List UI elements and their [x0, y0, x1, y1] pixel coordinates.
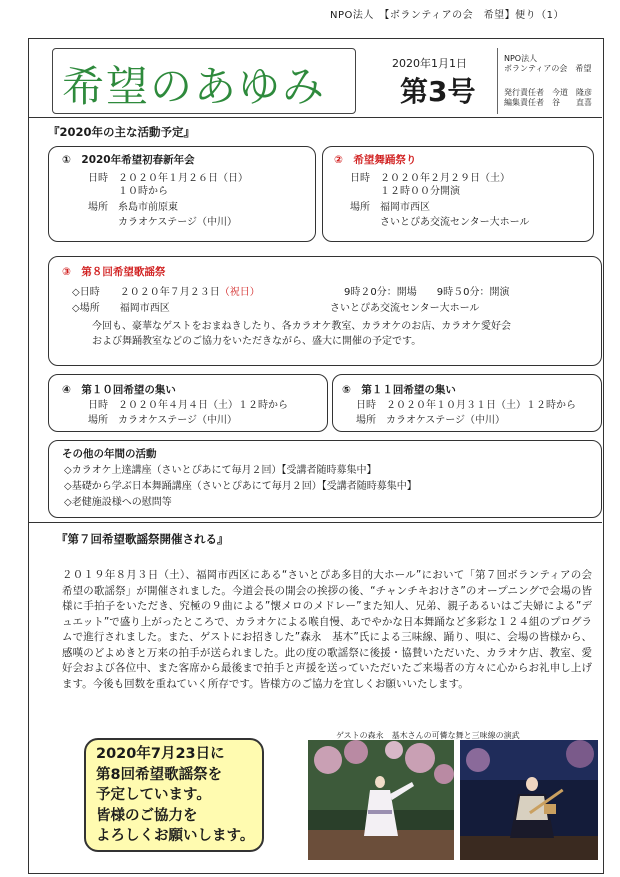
- activity-item-3: ◇老健施設様への慰問等: [64, 497, 172, 508]
- event1-date: 日時 ２０２０年１月２６日（日）: [88, 173, 248, 184]
- holiday-label: （祝日）: [219, 287, 260, 298]
- activity-item-2: ◇基礎から学ぶ日本舞踊講座（さいとぴあにて毎月２回）【受講者随時募集中】: [64, 481, 417, 492]
- publisher-org-1: NPO法人: [504, 54, 538, 63]
- event3-description-1: 今回も、豪華なゲストをおまねきしたり、各カラオケ教室、カラオケのお店、カラオケ愛好会: [92, 321, 511, 332]
- event5-date: 日時 ２０２０年１０月３１日（土）１２時から: [356, 400, 576, 411]
- issue-number: 第3号: [400, 75, 476, 108]
- section-rule: [28, 522, 602, 523]
- event4-title: ④ 第１０回希望の集い: [62, 384, 176, 396]
- shamisen-photo: [460, 740, 598, 860]
- event4-date: 日時 ２０２０年４月４日（土）１２時から: [88, 400, 288, 411]
- other-activities-title: その他の年間の活動: [62, 448, 157, 460]
- publisher-name: 発行責任者 今道 隆彦: [504, 88, 592, 97]
- newsletter-title: 希望のあゆみ: [62, 62, 327, 111]
- report-heading: 『第７回希望歌謡祭開催される』: [56, 532, 229, 546]
- header-divider: [497, 48, 498, 114]
- event5-place: 場所 カラオケステージ（中川）: [356, 415, 505, 426]
- event3-times: 9時２0分：開場 9時５0分：開演: [344, 287, 510, 298]
- event2-date: 日時 ２０２０年２月２９日（土）: [350, 173, 510, 184]
- publisher-org-2: ボランティアの会 希望: [504, 64, 592, 73]
- report-paragraph: ２０１９年８月３日（土）、福岡市西区にある“さいとぴあ多目的大ホール”において「第７回ボランティアの会 希望の歌謡祭」が開催されました。今道会長の開会の挨拶の後、“チャンチキおけさ”のオープニングで会場の皆様に手拍子をいただき、究極の９曲による”懐メロのメドレー”また知人、兄弟、親子あるいはご夫婦による”デュエット”で盛り上がったところで、カラオケによる喉自慢、あでやかな日本舞踊など多彩な１２４組のプログラムで進行されました。また、ゲストにお招きした”森永 基木”氏による三味線、踊り、唄に、会場の皆様から、感嘆のどよめきと万来の拍手が送られました。此の度の歌謡祭に後援・協賛いただいた、カラオケ店、教室、愛好会および各位中、また客席から最後まで拍手と声援を送っていただいたご来場者の方々に心からお礼申し上げます。今後も回数を重ねていく所存です。皆様方のご協力を宜しくお願いいたします。: [62, 569, 603, 690]
- event4-place: 場所 カラオケステージ（中川）: [88, 415, 237, 426]
- event2-venue: さいとぴあ交流センター大ホール: [350, 217, 530, 228]
- header-rule: [28, 117, 602, 118]
- event5-title: ⑤ 第１１回希望の集い: [342, 384, 456, 396]
- event2-place: 場所 福岡市西区: [350, 202, 430, 213]
- schedule-heading: 『2020年の主な活動予定』: [48, 125, 196, 139]
- photo-caption: ゲストの森永 基木さんの可憐な舞と三味線の演武: [336, 731, 520, 740]
- event3-date: ◇日時 ２０２０年７月２３日（祝日）: [72, 287, 260, 298]
- editor-name: 編集責任者 谷 直喜: [504, 98, 592, 107]
- newsletter-org-line: NPO法人 【ボランティアの会 希望】便り（1）: [330, 10, 564, 21]
- event3-place: ◇場所 福岡市西区: [72, 303, 170, 314]
- event1-time: １０時から: [88, 186, 168, 197]
- dancer-photo: [308, 740, 454, 860]
- issue-date: 2020年1月1日: [392, 57, 467, 70]
- event1-venue: カラオケステージ（中川）: [88, 217, 237, 228]
- event2-title: ② 希望舞踊祭り: [334, 154, 417, 166]
- event3-venue: さいとぴあ交流センター大ホール: [330, 303, 480, 314]
- event3-title: ③ 第８回希望歌謡祭: [62, 266, 166, 278]
- notice-text: 2020年7月23日に 第8回希望歌謡祭を 予定しています。 皆様のご協力を よろしくお願いします。: [96, 746, 255, 844]
- event2-time: １２時００分開演: [350, 186, 460, 197]
- event1-place: 場所 糸島市前原東: [88, 202, 178, 213]
- event3-description-2: および舞踊教室などのご協力をいただきながら、盛大に開催の予定です。: [92, 336, 422, 347]
- event1-title: ① 2020年希望初春新年会: [62, 154, 195, 166]
- activity-item-1: ◇カラオケ上達講座（さいとぴあにて毎月２回）【受講者随時募集中】: [64, 465, 377, 476]
